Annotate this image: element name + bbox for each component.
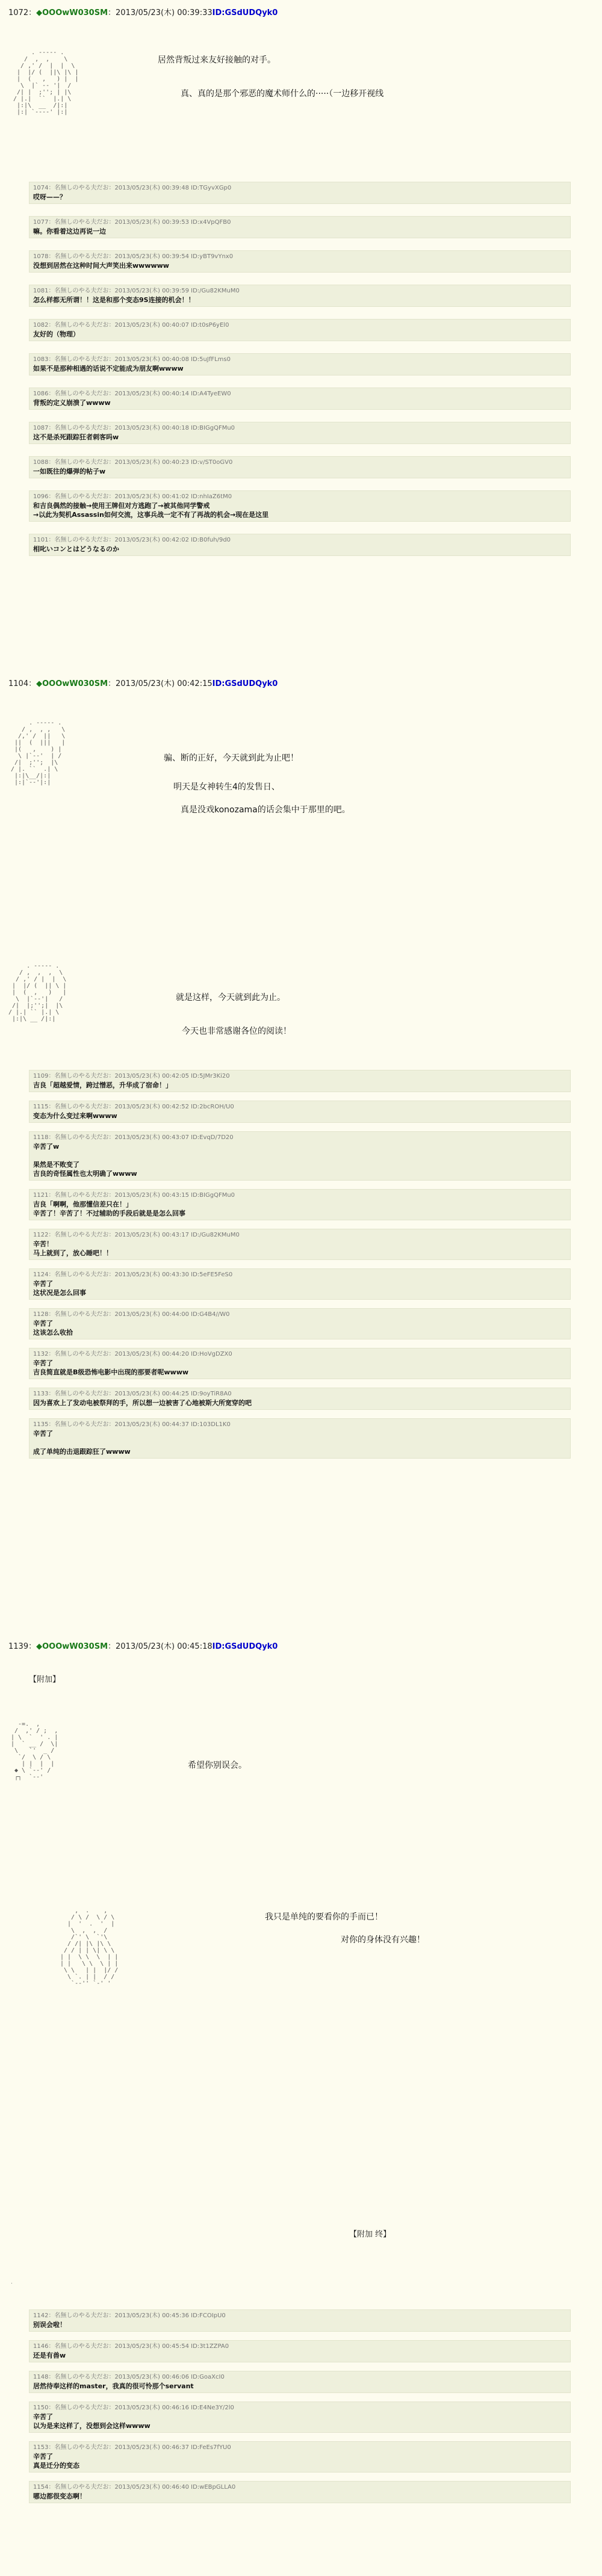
response-header: 1077：名無しのやる夫だお：2013/05/23(木) 00:39:53 ID:x4VpQFB0: [33, 219, 231, 226]
response-header: 1082：名無しのやる夫だお：2013/05/23(木) 00:40:07 ID:t0sP6yEl0: [33, 322, 229, 329]
poster-id: ID:GSdUDQyk0: [212, 679, 278, 688]
response-body-line: 以为是来这样了，没想到会这样wwww: [33, 2422, 150, 2430]
response-header: 1128：名無しのやる夫だお：2013/05/23(木) 00:44:00 ID:G4B4//W0: [33, 1311, 230, 1318]
response-header: 1078：名無しのやる夫だお：2013/05/23(木) 00:39:54 ID:yBT9vYnx0: [33, 253, 234, 260]
response-header: 1081：名無しのやる夫だお：2013/05/23(木) 00:39:59 ID:/Gu82KMuM0: [33, 288, 240, 294]
response-body-line: 如果不是那种相遇的话说不定能成为朋友啊wwww: [33, 365, 184, 372]
response-header: 1074：名無しのやる夫だお：2013/05/23(木) 00:39:48 ID:TGyvXGp0: [33, 185, 232, 191]
response-post: [29, 422, 571, 444]
response-post: [29, 182, 571, 204]
response-header: 1133：名無しのやる夫だお：2013/05/23(木) 00:44:25 ID:9oyTiR8A0: [33, 1391, 232, 1397]
ascii-art-character: . ----- . / , , , \ / ,' / | | \ | |/ ( || \ | | ( , ) | \ |`--'| / /| |;'';| |\ / |.| `` |.| \ |:|\ __ /|:|: [8, 963, 67, 1022]
response-body-line: 和吉良偶然的接触→使用王牌但对方逃跑了→被其他同学警戒: [33, 502, 210, 510]
response-post: [29, 2309, 571, 2332]
response-post: [29, 490, 571, 522]
response-body-line: 真是迁分的变态: [33, 2462, 79, 2469]
response-body-line: 马上就到了，放心睡吧！！: [33, 1249, 113, 1257]
post-date: ：2013/05/23(木) 00:42:15: [108, 679, 213, 688]
response-header: 1146：名無しのやる夫だお：2013/05/23(木) 00:45:54 ID:3t1ZZPA0: [33, 2343, 229, 2350]
response-post: [29, 2371, 571, 2393]
response-post: [29, 1070, 571, 1092]
response-body-line: 辛苦了w: [33, 1143, 60, 1151]
response-post: [29, 285, 571, 307]
response-body-line: 因为喜欢上了发动电被祭拜的手，所以想一边被害了心地被斯大所宽穿的吧: [33, 1399, 252, 1407]
post-number: 1072：: [8, 8, 37, 17]
response-body-line: 背叛的定义崩溃了wwww: [33, 399, 111, 407]
response-body-line: 辛苦！: [33, 1240, 53, 1248]
poster-id: ID:GSdUDQyk0: [212, 8, 278, 17]
section-open-label: 【附加】: [29, 1675, 61, 1684]
response-body-line: 成了单纯的击退跟踪狂了wwww: [33, 1448, 131, 1456]
response-body-line: 辛苦了: [33, 1359, 53, 1367]
post-date: ：2013/05/23(木) 00:39:33: [108, 8, 213, 17]
response-post: [29, 2340, 571, 2362]
response-body-line: 这该怎么收拾: [33, 1329, 73, 1336]
post-header: [8, 1640, 278, 1651]
response-body-line: 这状况是怎么回事: [33, 1289, 86, 1297]
response-body-line: 没想到居然在这种时间大声笑出来wwwwww: [33, 262, 169, 270]
dialog-line: 明天是女神转生4的发售日、: [173, 782, 280, 792]
response-body-line: 居然待奉这样的master，我真的很可怜那个servant: [33, 2382, 194, 2390]
response-header: 1087：名無しのやる夫だお：2013/05/23(木) 00:40:18 ID:BIGgQFMu0: [33, 425, 235, 431]
separator-dot: .: [11, 2279, 13, 2285]
response-body-line: 变态为什么变过来啊wwww: [33, 1112, 117, 1120]
poster-id: ID:GSdUDQyk0: [212, 1642, 278, 1651]
response-body-line: 吉良的奇怪属性也太明确了wwww: [33, 1170, 137, 1178]
response-header: 1088：名無しのやる夫だお：2013/05/23(木) 00:40:23 ID:v/ST0oGV0: [33, 459, 233, 466]
response-body-line: 果然是不败变了: [33, 1161, 79, 1169]
ascii-art-character: -=. , / ,' / ; , | \ ` ' . | | ` __ / \| \ `' _ / `/ \ / \ | | | | ◆ \ `--' / ┌┐ `--': [11, 1721, 58, 1781]
dialog-line: 对你的身体没有兴趣！: [341, 1935, 425, 1945]
response-body-line: 相叱いコンとはどうなるのか: [33, 545, 119, 553]
post-date: ：2013/05/23(木) 00:45:18: [108, 1642, 213, 1651]
response-header: 1122：名無しのやる夫だお：2013/05/23(木) 00:43:17 ID:/Gu82KMuM0: [33, 1232, 240, 1238]
response-post: [29, 2401, 571, 2433]
response-body-line: 吉良「啊啊，他那懂信差只在！」: [33, 1200, 132, 1208]
response-post: [29, 353, 571, 375]
dialog-line: 我只是单纯的要看你的手而已！: [265, 1912, 383, 1922]
dialog-line: 就是这样，今天就到此为止。: [176, 993, 285, 1002]
dialog-line: 今天也非常感谢各位的阅读！: [182, 1027, 291, 1036]
response-body-line: 辛苦了: [33, 1430, 53, 1438]
dialog-line: 骗、断的正好，今天就到此为止吧！: [164, 753, 299, 763]
response-post: [29, 1348, 571, 1379]
response-body-line: 辛苦了: [33, 1280, 53, 1288]
post-number: 1139：: [8, 1642, 37, 1651]
poster-name: ◆OOOwW030SM: [36, 8, 108, 17]
response-body-line: 辛苦了！辛苦了！不过辅助的手段后就是是怎么回事: [33, 1209, 185, 1217]
response-post: [29, 456, 571, 478]
response-post: [29, 388, 571, 410]
response-header: 1142：名無しのやる夫だお：2013/05/23(木) 00:45:36 ID:FCOIpU0: [33, 2312, 226, 2319]
response-body-line: 哎呀——？: [33, 193, 66, 201]
response-body-line: 还是有兽w: [33, 2352, 66, 2359]
response-header: 1135：名無しのやる夫だお：2013/05/23(木) 00:44:37 ID:103DL1K0: [33, 1421, 231, 1428]
response-header: 1101：名無しのやる夫だお：2013/05/23(木) 00:42:02 ID:B0fuh/9d0: [33, 537, 231, 543]
poster-name: ◆OOOwW030SM: [36, 679, 108, 688]
response-header: 1083：名無しのやる夫だお：2013/05/23(木) 00:40:08 ID:5uJfFLms0: [33, 356, 231, 363]
response-body-line: 别误会啦！: [33, 2321, 66, 2329]
post-header: [8, 677, 278, 688]
response-body-line: [33, 1151, 566, 1160]
response-header: 1148：名無しのやる夫だお：2013/05/23(木) 00:46:06 ID:GoaXcI0: [33, 2374, 225, 2380]
response-post: [29, 2481, 571, 2503]
response-body-line: 哪边都很变态啊！: [33, 2492, 86, 2500]
response-post: [29, 1229, 571, 1260]
response-post: [29, 1268, 571, 1300]
post-header: [8, 6, 278, 17]
response-body-line: 辛苦了: [33, 1320, 53, 1327]
ascii-art-character: . ----- . / , , , \ /,' / || \ || ( ||| | |( , ) | \ |`--' | / /| ;''; |\ / |. `` .| \ |:|\__/|:| |:|`--'|:|: [11, 720, 66, 786]
response-body-line: 吉良「超越爱情，跨过憎恶，升华成了宿命！」: [33, 1081, 172, 1089]
response-body-line: →以此为契机Assassin如何交流，这事兵战一定不有了再战的机会→现在是这里: [33, 511, 269, 519]
response-header: 1118：名無しのやる夫だお：2013/05/23(木) 00:43:07 ID:EvqD/7D20: [33, 1134, 234, 1141]
response-post: [29, 216, 571, 238]
response-body-line: [33, 1438, 566, 1447]
response-post: [29, 534, 571, 556]
dialog-line: 真、真的是那个邪恶的魔术师什么的·····（一边移开视线: [181, 89, 384, 99]
response-post: [29, 1388, 571, 1410]
response-header: 1153：名無しのやる夫だお：2013/05/23(木) 00:46:37 ID:FeEs7fYU0: [33, 2444, 231, 2451]
ascii-art-character: . ----- . / , , \ / ,' / | | \ | |/ ( ||\ |\ | | ( , ) | | \ |` -- '| / /| | ;''; | |\ / |.| `` |.| \ |:|\ __ /|:| |:| `----' |:|: [13, 49, 79, 116]
response-post: [29, 319, 571, 341]
response-body-line: 怎么样都无所谓！！这是和那个变态9S连接的机会！！: [33, 296, 195, 304]
response-header: 1109：名無しのやる夫だお：2013/05/23(木) 00:42:05 ID:5JMr3Ki20: [33, 1073, 230, 1080]
dialog-line: 希望你别误会。: [188, 1761, 247, 1770]
response-header: 1086：名無しのやる夫だお：2013/05/23(木) 00:40:14 ID:A4TyeEW0: [33, 391, 231, 397]
ascii-art-character: , . , / \ / \ / \ | ' . ' | \ , , / /`' \ `'\ / /| |\ |\ \ / / | | \| \ \ | | \ \ \ | | | | \ \ \ | | \ \ | | |/ / \ `. | | / / `--'' `-' ': [60, 1907, 119, 1987]
response-post: [29, 1418, 571, 1459]
response-header: 1154：名無しのやる夫だお：2013/05/23(木) 00:46:40 ID:wEBpGLLA0: [33, 2484, 236, 2491]
response-header: 1115：名無しのやる夫だお：2013/05/23(木) 00:42:52 ID:2bcROH/U0: [33, 1104, 234, 1110]
response-body-line: 辛苦了: [33, 2413, 53, 2421]
response-header: 1121：名無しのやる夫だお：2013/05/23(木) 00:43:15 ID:BIGgQFMu0: [33, 1192, 235, 1199]
post-number: 1104：: [8, 679, 37, 688]
dialog-line: 居然背叛过来友好接触的对手。: [158, 55, 276, 65]
response-post: [29, 2441, 571, 2473]
response-header: 1096：名無しのやる夫だお：2013/05/23(木) 00:41:02 ID:nhIaZ6tM0: [33, 493, 232, 500]
response-body-line: 辛苦了: [33, 2453, 53, 2460]
response-header: 1124：名無しのやる夫だお：2013/05/23(木) 00:43:30 ID:5eFE5FeS0: [33, 1271, 233, 1278]
response-post: [29, 1131, 571, 1181]
response-body-line: 这不是杀死跟踪狂者刺客吗w: [33, 433, 119, 441]
section-close-label: 【附加 终】: [349, 2230, 391, 2239]
dialog-line: 真是没戏konozama的话会集中于那里的吧。: [181, 805, 350, 815]
response-body-line: 嘛。你看着这边再说一边: [33, 227, 106, 235]
response-header: 1150：名無しのやる夫だお：2013/05/23(木) 00:46:16 ID:E4Ne3Y/2l0: [33, 2405, 234, 2411]
response-body-line: 一如既往的爆弹的帖子w: [33, 468, 106, 475]
response-header: 1132：名無しのやる夫だお：2013/05/23(木) 00:44:20 ID:HoVgDZX0: [33, 1351, 232, 1357]
response-post: [29, 1101, 571, 1123]
response-post: [29, 1308, 571, 1339]
response-body-line: 友好的（物理）: [33, 330, 79, 338]
poster-name: ◆OOOwW030SM: [36, 1642, 108, 1651]
response-post: [29, 250, 571, 273]
response-body-line: 吉良简直就是B级恐怖电影中出现的那要者呢wwww: [33, 1368, 189, 1376]
response-post: [29, 1189, 571, 1220]
